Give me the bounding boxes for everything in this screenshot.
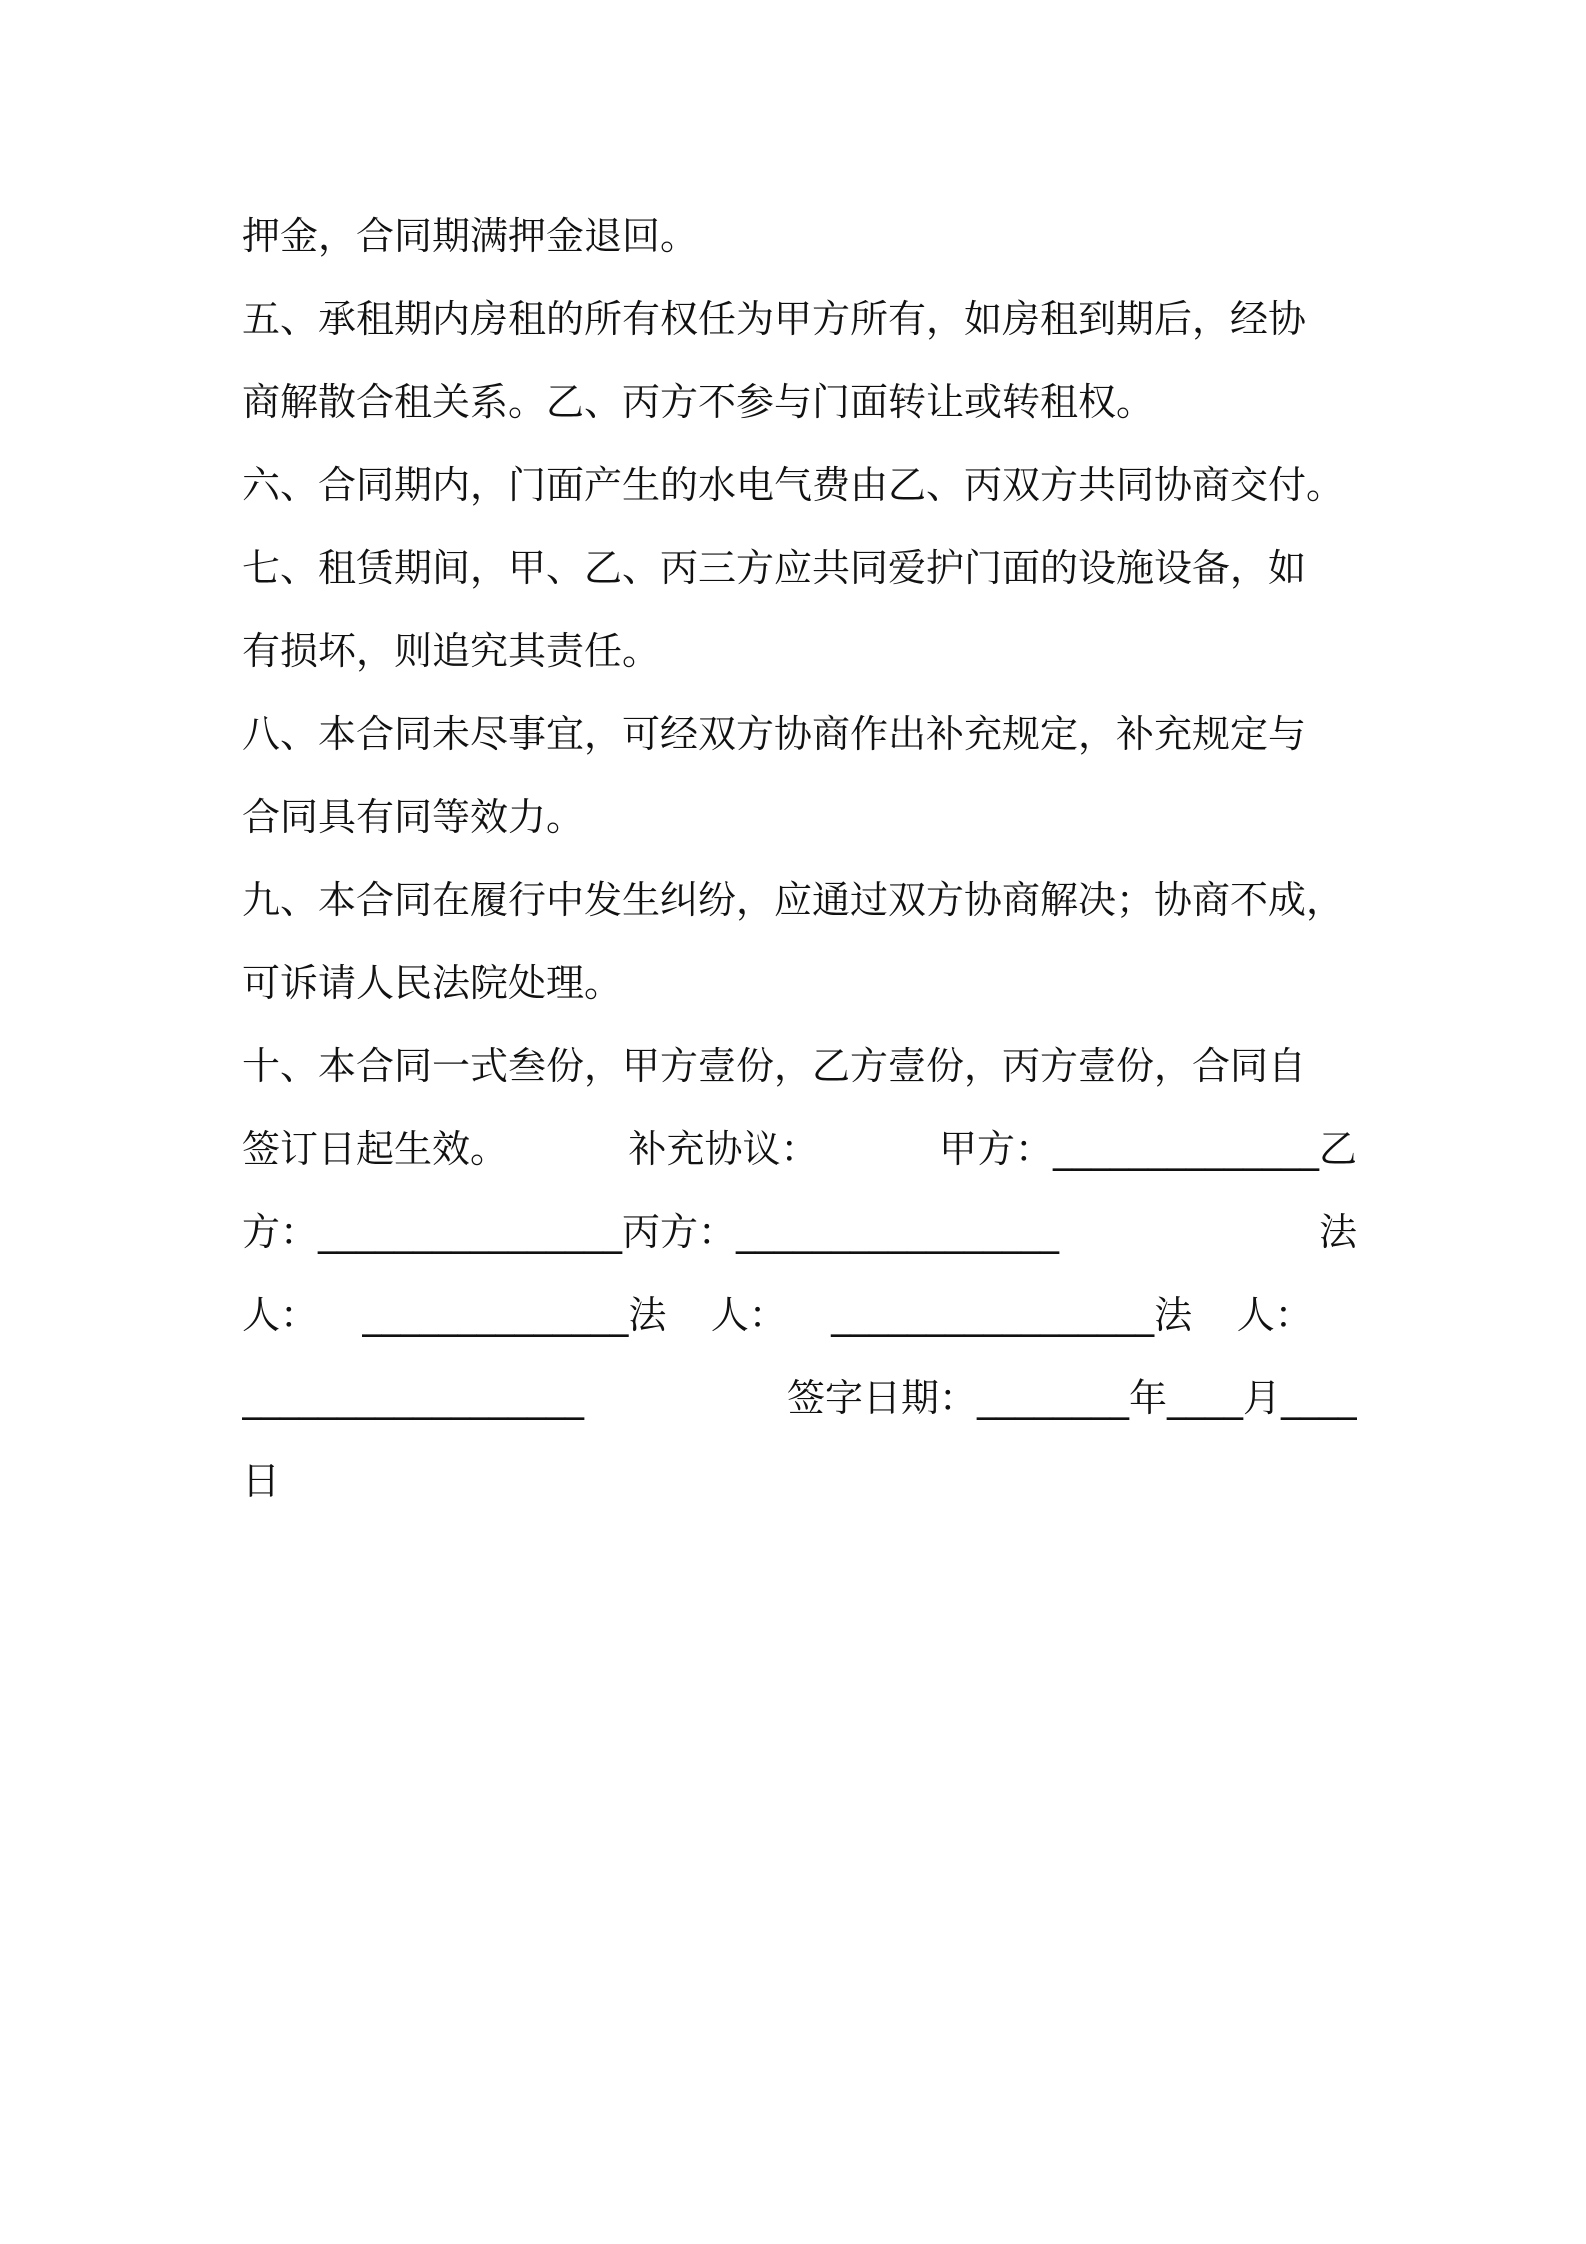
text-line-5 [242, 527, 1357, 610]
text-line-10 [242, 942, 1357, 1025]
line-10-text: 可诉请人民法院处理。 [242, 961, 623, 1005]
contract-page [242, 195, 1357, 1523]
text-line-9 [242, 859, 1357, 942]
line-8-text: 合同具有同等效力。 [242, 795, 585, 839]
line-3-text: 商解散合租关系。乙、丙方不参与门面转让或转租权。 [242, 380, 1155, 424]
text-line-1 [242, 195, 1357, 278]
line-14-seg-2: ______________法 [362, 1293, 667, 1337]
line-16-text: 日 [242, 1459, 281, 1503]
line-15-seg-1: __________________ [242, 1376, 584, 1420]
line-4-text: 六、合同期内，门面产生的水电气费由乙、丙双方共同协商交付。 [242, 463, 1345, 507]
line-14-seg-5: 人： [1236, 1293, 1313, 1337]
line-14-seg-3: 人： [710, 1293, 787, 1337]
line-12-seg-2: 补充协议： [628, 1127, 819, 1171]
text-line-13 [242, 1191, 1357, 1274]
line-9-text: 九、本合同在履行中发生纠纷，应通过双方协商解决；协商不成， [242, 878, 1345, 922]
line-13-seg-1: 方：________________丙方：_________________ [242, 1210, 1060, 1254]
line-13-seg-2: 法 [1318, 1210, 1357, 1254]
text-line-16 [242, 1440, 1357, 1523]
text-line-15 [242, 1357, 1357, 1440]
line-2-text: 五、承租期内房租的所有权任为甲方所有，如房租到期后，经协 [242, 297, 1307, 341]
text-line-3 [242, 361, 1357, 444]
text-line-2 [242, 278, 1357, 361]
text-line-7 [242, 693, 1357, 776]
line-15-seg-2: 签字日期：________年____月____ [786, 1376, 1357, 1420]
line-1-text: 押金，合同期满押金退回。 [242, 214, 699, 258]
line-14-seg-4: _________________法 [831, 1293, 1193, 1337]
text-line-12 [242, 1108, 1357, 1191]
text-line-11 [242, 1025, 1357, 1108]
text-line-8 [242, 776, 1357, 859]
line-5-text: 七、租赁期间，甲、乙、丙三方应共同爱护门面的设施设备，如 [242, 546, 1307, 590]
text-line-4 [242, 444, 1357, 527]
line-6-text: 有损坏，则追究其责任。 [242, 629, 661, 673]
line-12-seg-1: 签订日起生效。 [242, 1127, 509, 1171]
line-11-text: 十、本合同一式叁份，甲方壹份，乙方壹份，丙方壹份，合同自 [242, 1044, 1307, 1088]
line-12-seg-3: 甲方：______________乙 [938, 1127, 1357, 1171]
text-line-6 [242, 610, 1357, 693]
line-14-seg-1: 人： [242, 1293, 319, 1337]
line-7-text: 八、本合同未尽事宜，可经双方协商作出补充规定，补充规定与 [242, 712, 1307, 756]
text-line-14 [242, 1274, 1357, 1357]
